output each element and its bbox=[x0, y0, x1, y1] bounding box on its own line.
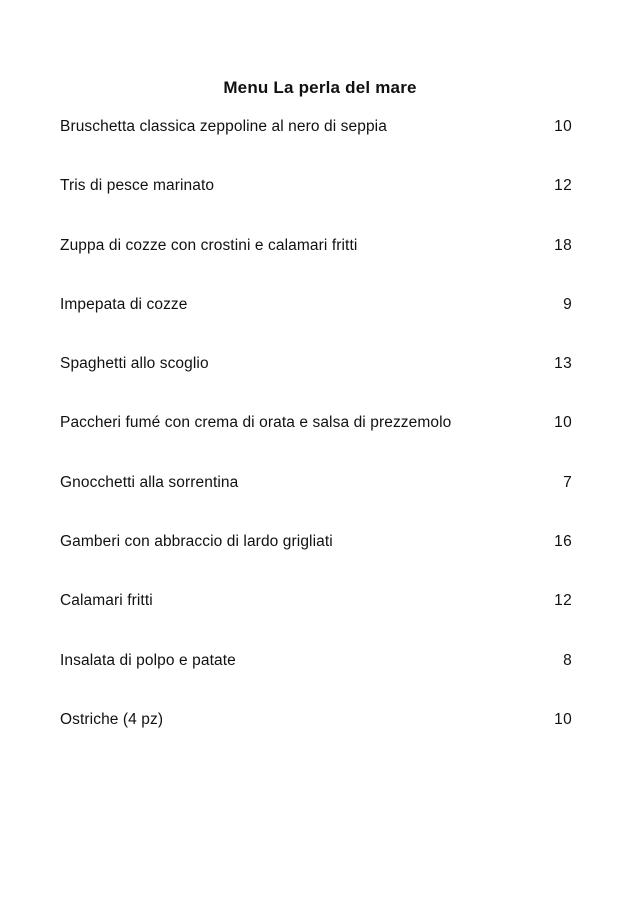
menu-item-row bbox=[60, 354, 572, 413]
menu-item-price: 10 bbox=[554, 414, 572, 432]
menu-item-name: Calamari fritti bbox=[60, 592, 153, 610]
menu-item-row bbox=[60, 236, 572, 295]
menu-item-price: 18 bbox=[554, 236, 572, 254]
page-title: Menu La perla del mare bbox=[223, 78, 417, 97]
menu-item-row bbox=[60, 295, 572, 354]
menu-item-row bbox=[60, 117, 572, 176]
menu-item-name: Ostriche (4 pz) bbox=[60, 710, 164, 728]
menu-item-price: 10 bbox=[554, 118, 572, 135]
menu-item-name: Bruschetta classica zeppoline al nero di seppia bbox=[60, 118, 387, 135]
menu-item-name: Gnocchetti alla sorrentina bbox=[60, 473, 239, 491]
menu-item-row bbox=[60, 710, 572, 769]
menu-item-price: 12 bbox=[554, 177, 572, 195]
menu-item-name: Spaghetti allo scoglio bbox=[60, 355, 209, 373]
menu-item-row bbox=[60, 532, 572, 591]
menu-item-price: 13 bbox=[554, 355, 572, 373]
menu-item-name: Tris di pesce marinato bbox=[60, 177, 215, 195]
menu-item-price: 12 bbox=[554, 592, 572, 610]
menu-item-price: 9 bbox=[563, 295, 572, 313]
menu-item-row bbox=[60, 413, 572, 472]
menu-item-name: Impepata di cozze bbox=[60, 295, 188, 313]
menu-list bbox=[0, 117, 640, 769]
menu-item-name: Paccheri fumé con crema di orata e salsa di prezzemolo bbox=[60, 414, 452, 432]
menu-item-row bbox=[60, 651, 572, 710]
menu-item-name: Zuppa di cozze con crostini e calamari fritti bbox=[60, 236, 358, 254]
menu-item-name: Gamberi con abbraccio di lardo grigliati bbox=[60, 533, 333, 551]
menu-item-price: 16 bbox=[554, 533, 572, 551]
menu-item-row bbox=[60, 176, 572, 235]
menu-item-price: 10 bbox=[554, 710, 572, 728]
menu-item-price: 7 bbox=[563, 473, 572, 491]
menu-item-row bbox=[60, 591, 572, 650]
menu-item-name: Insalata di polpo e patate bbox=[60, 651, 236, 669]
menu-item-row bbox=[60, 473, 572, 532]
menu-item-price: 8 bbox=[563, 651, 572, 669]
